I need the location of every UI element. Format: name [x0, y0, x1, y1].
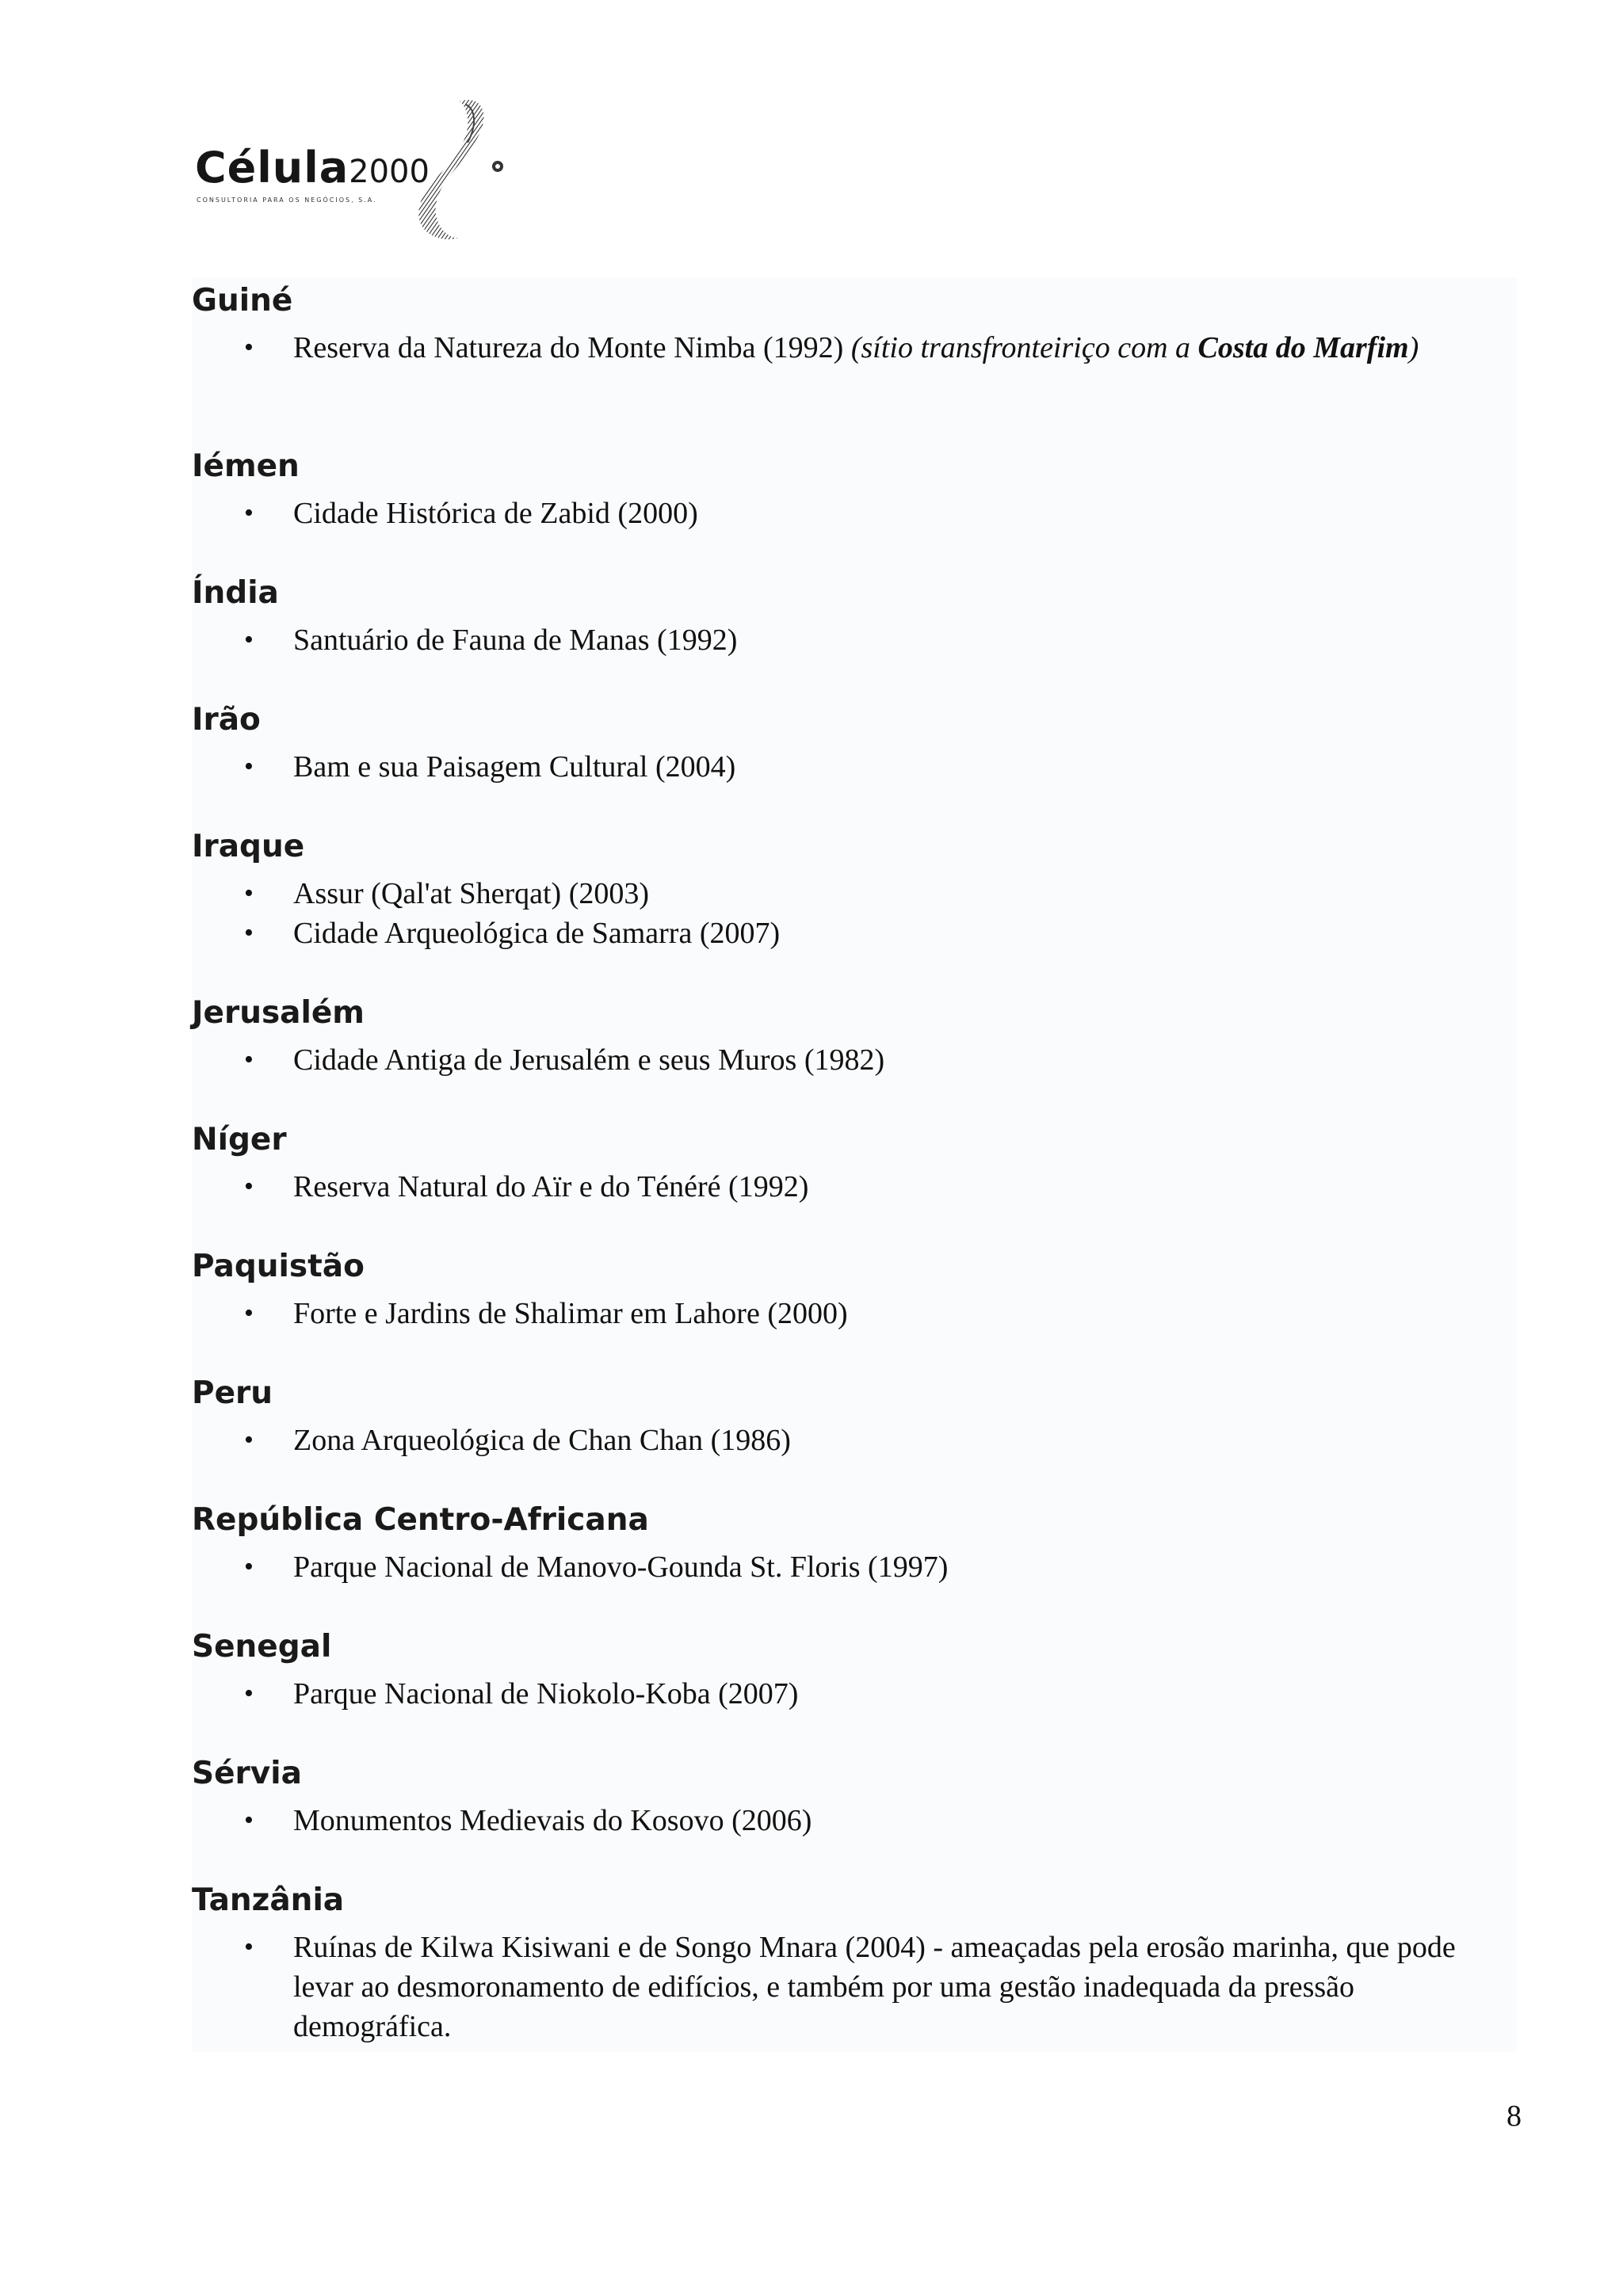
list-item: • Cidade Histórica de Zabid (2000): [192, 494, 1517, 533]
site-list: [192, 1167, 1517, 1207]
site-list: [192, 1674, 1517, 1714]
site-list: [192, 1421, 1517, 1460]
country-entry: [192, 573, 1517, 660]
list-item: • Ruínas de Kilwa Kisiwani e de Songo Mnara (2004) - ameaçadas pela erosão marinha, que pode levar ao desmoronamento de edifícios, e também por uma gestão inadequada da pressão demográfica.: [192, 1928, 1517, 2046]
bullet-icon: •: [244, 333, 254, 362]
bullet-icon: •: [244, 1045, 254, 1074]
site-list: [192, 494, 1517, 533]
site-list: [192, 1928, 1517, 2046]
site-list: [192, 1294, 1517, 1333]
country-heading: Jerusalém: [192, 995, 365, 1031]
document-content: [192, 277, 1517, 2052]
list-item: • Cidade Arqueológica de Samarra (2007): [192, 913, 1517, 953]
country-heading: Níger: [192, 1122, 287, 1158]
bullet-icon: •: [244, 1299, 254, 1328]
site-list: [192, 747, 1517, 787]
country-heading: Peru: [192, 1375, 273, 1411]
site-list: [192, 1040, 1517, 1080]
list-item: • Cidade Antiga de Jerusalém e seus Muros (1982): [192, 1040, 1517, 1080]
country-heading: República Centro-Africana: [192, 1502, 649, 1538]
country-heading: Irão: [192, 702, 261, 738]
bullet-icon: •: [244, 498, 254, 528]
list-item: • Monumentos Medievais do Kosovo (2006): [192, 1801, 1517, 1840]
list-item: • Parque Nacional de Manovo-Gounda St. Floris (1997): [192, 1547, 1517, 1587]
bullet-icon: •: [244, 1806, 254, 1835]
list-item: • Forte e Jardins de Shalimar em Lahore (2000): [192, 1294, 1517, 1333]
site-list: [192, 874, 1517, 953]
country-entry: [192, 1880, 1517, 2046]
site-list: [192, 620, 1517, 660]
logo-swoosh-icon: [365, 93, 507, 244]
company-logo: [190, 93, 507, 244]
logo-wordmark: Célula2000: [195, 143, 430, 193]
country-entry: [192, 700, 1517, 787]
bullet-icon: •: [244, 1679, 254, 1708]
bullet-icon: •: [244, 752, 254, 781]
list-item: • Assur (Qal'at Sherqat) (2003): [192, 874, 1517, 913]
bullet-icon: •: [244, 1932, 254, 1962]
country-entry: [192, 826, 1517, 953]
country-heading: Índia: [192, 575, 279, 611]
country-heading: Iémen: [192, 448, 300, 484]
country-entry: [192, 1119, 1517, 1207]
country-heading: Guiné: [192, 283, 293, 318]
bullet-icon: •: [244, 1552, 254, 1581]
site-list: [192, 1547, 1517, 1587]
country-heading: Sérvia: [192, 1756, 302, 1791]
country-entry: [192, 993, 1517, 1080]
country-entry: [192, 1500, 1517, 1587]
bullet-icon: •: [244, 1425, 254, 1455]
country-entry: [192, 1246, 1517, 1333]
country-heading: Tanzânia: [192, 1882, 345, 1918]
page-number: 8: [1507, 2100, 1522, 2133]
country-heading: Senegal: [192, 1629, 332, 1665]
list-item: • Bam e sua Paisagem Cultural (2004): [192, 747, 1517, 787]
bullet-icon: •: [244, 879, 254, 908]
country-entry: [192, 1627, 1517, 1714]
country-heading: Paquistão: [192, 1249, 365, 1284]
bullet-icon: •: [244, 625, 254, 654]
site-list: [192, 328, 1517, 368]
logo-tagline: CONSULTORIA PARA OS NEGÓCIOS, S.A.: [197, 196, 377, 204]
country-entry: [192, 280, 1517, 368]
site-list: [192, 1801, 1517, 1840]
bullet-icon: •: [244, 1172, 254, 1201]
country-entry: [192, 1373, 1517, 1460]
list-item: • Reserva Natural do Aïr e do Ténéré (1992): [192, 1167, 1517, 1207]
country-heading: Iraque: [192, 829, 305, 864]
country-entry: [192, 446, 1517, 533]
list-item: • Parque Nacional de Niokolo-Koba (2007): [192, 1674, 1517, 1714]
bullet-icon: •: [244, 918, 254, 948]
list-item: • Zona Arqueológica de Chan Chan (1986): [192, 1421, 1517, 1460]
list-item: • Santuário de Fauna de Manas (1992): [192, 620, 1517, 660]
country-entry: [192, 1753, 1517, 1840]
list-item: • Reserva da Natureza do Monte Nimba (1992) (sítio transfronteiriço com a Costa do Marfim): [192, 328, 1517, 368]
